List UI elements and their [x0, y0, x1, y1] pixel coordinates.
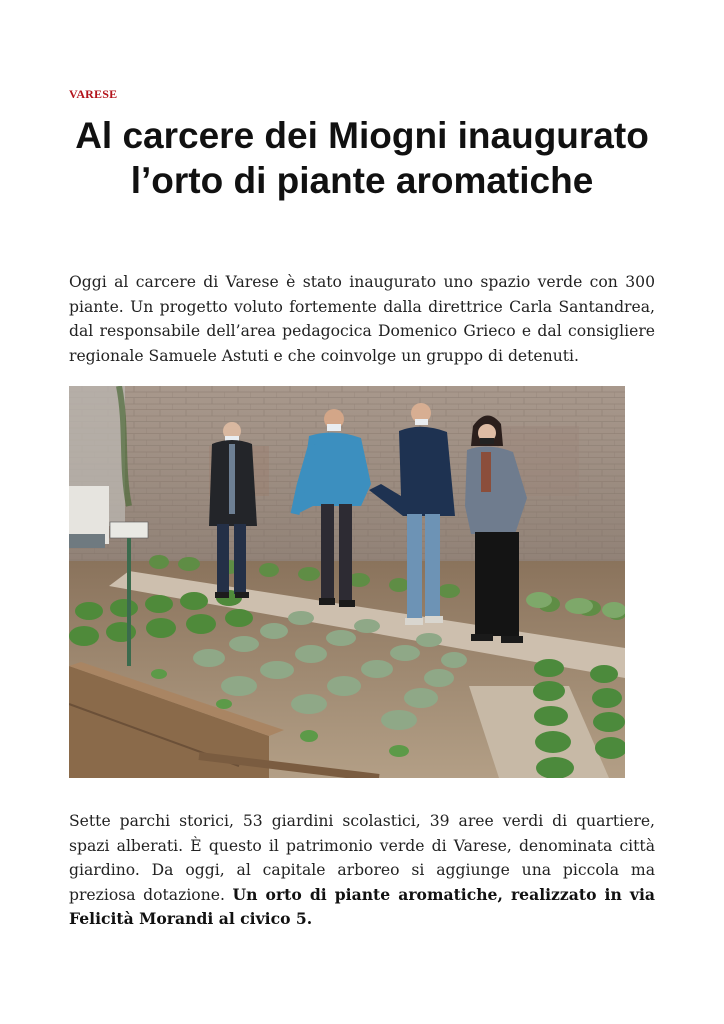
section-label: VARESE: [69, 87, 118, 101]
article-photo: [69, 386, 625, 778]
article-headline: Al carcere dei Miogni inaugurato l’orto di piante aromatiche: [75, 115, 649, 201]
article-body: [69, 809, 655, 932]
article-lead: Oggi al carcere di Varese è stato inaugurato uno spazio verde con 300 piante. Un progetto voluto fortemente dalla direttrice Carla Santandrea, dal responsabile dell’area pedagocica Domenico Grieco e dal consigliere regionale Samuele Astuti e che coinvolge un gruppo di detenuti.: [69, 273, 655, 365]
article-body-text: Sette parchi storici, 53 giardini scolastici, 39 aree verdi di quartiere, spazi alberati. È questo il patrimonio verde di Varese, denominata città giardino. Da oggi, al capitale arboreo si aggiunge una piccola ma preziosa dotazione.: [69, 812, 655, 904]
article-body-highlight: Un orto di piante aromatiche, realizzato in via Felicità Morandi al civico 5.: [69, 884, 655, 929]
